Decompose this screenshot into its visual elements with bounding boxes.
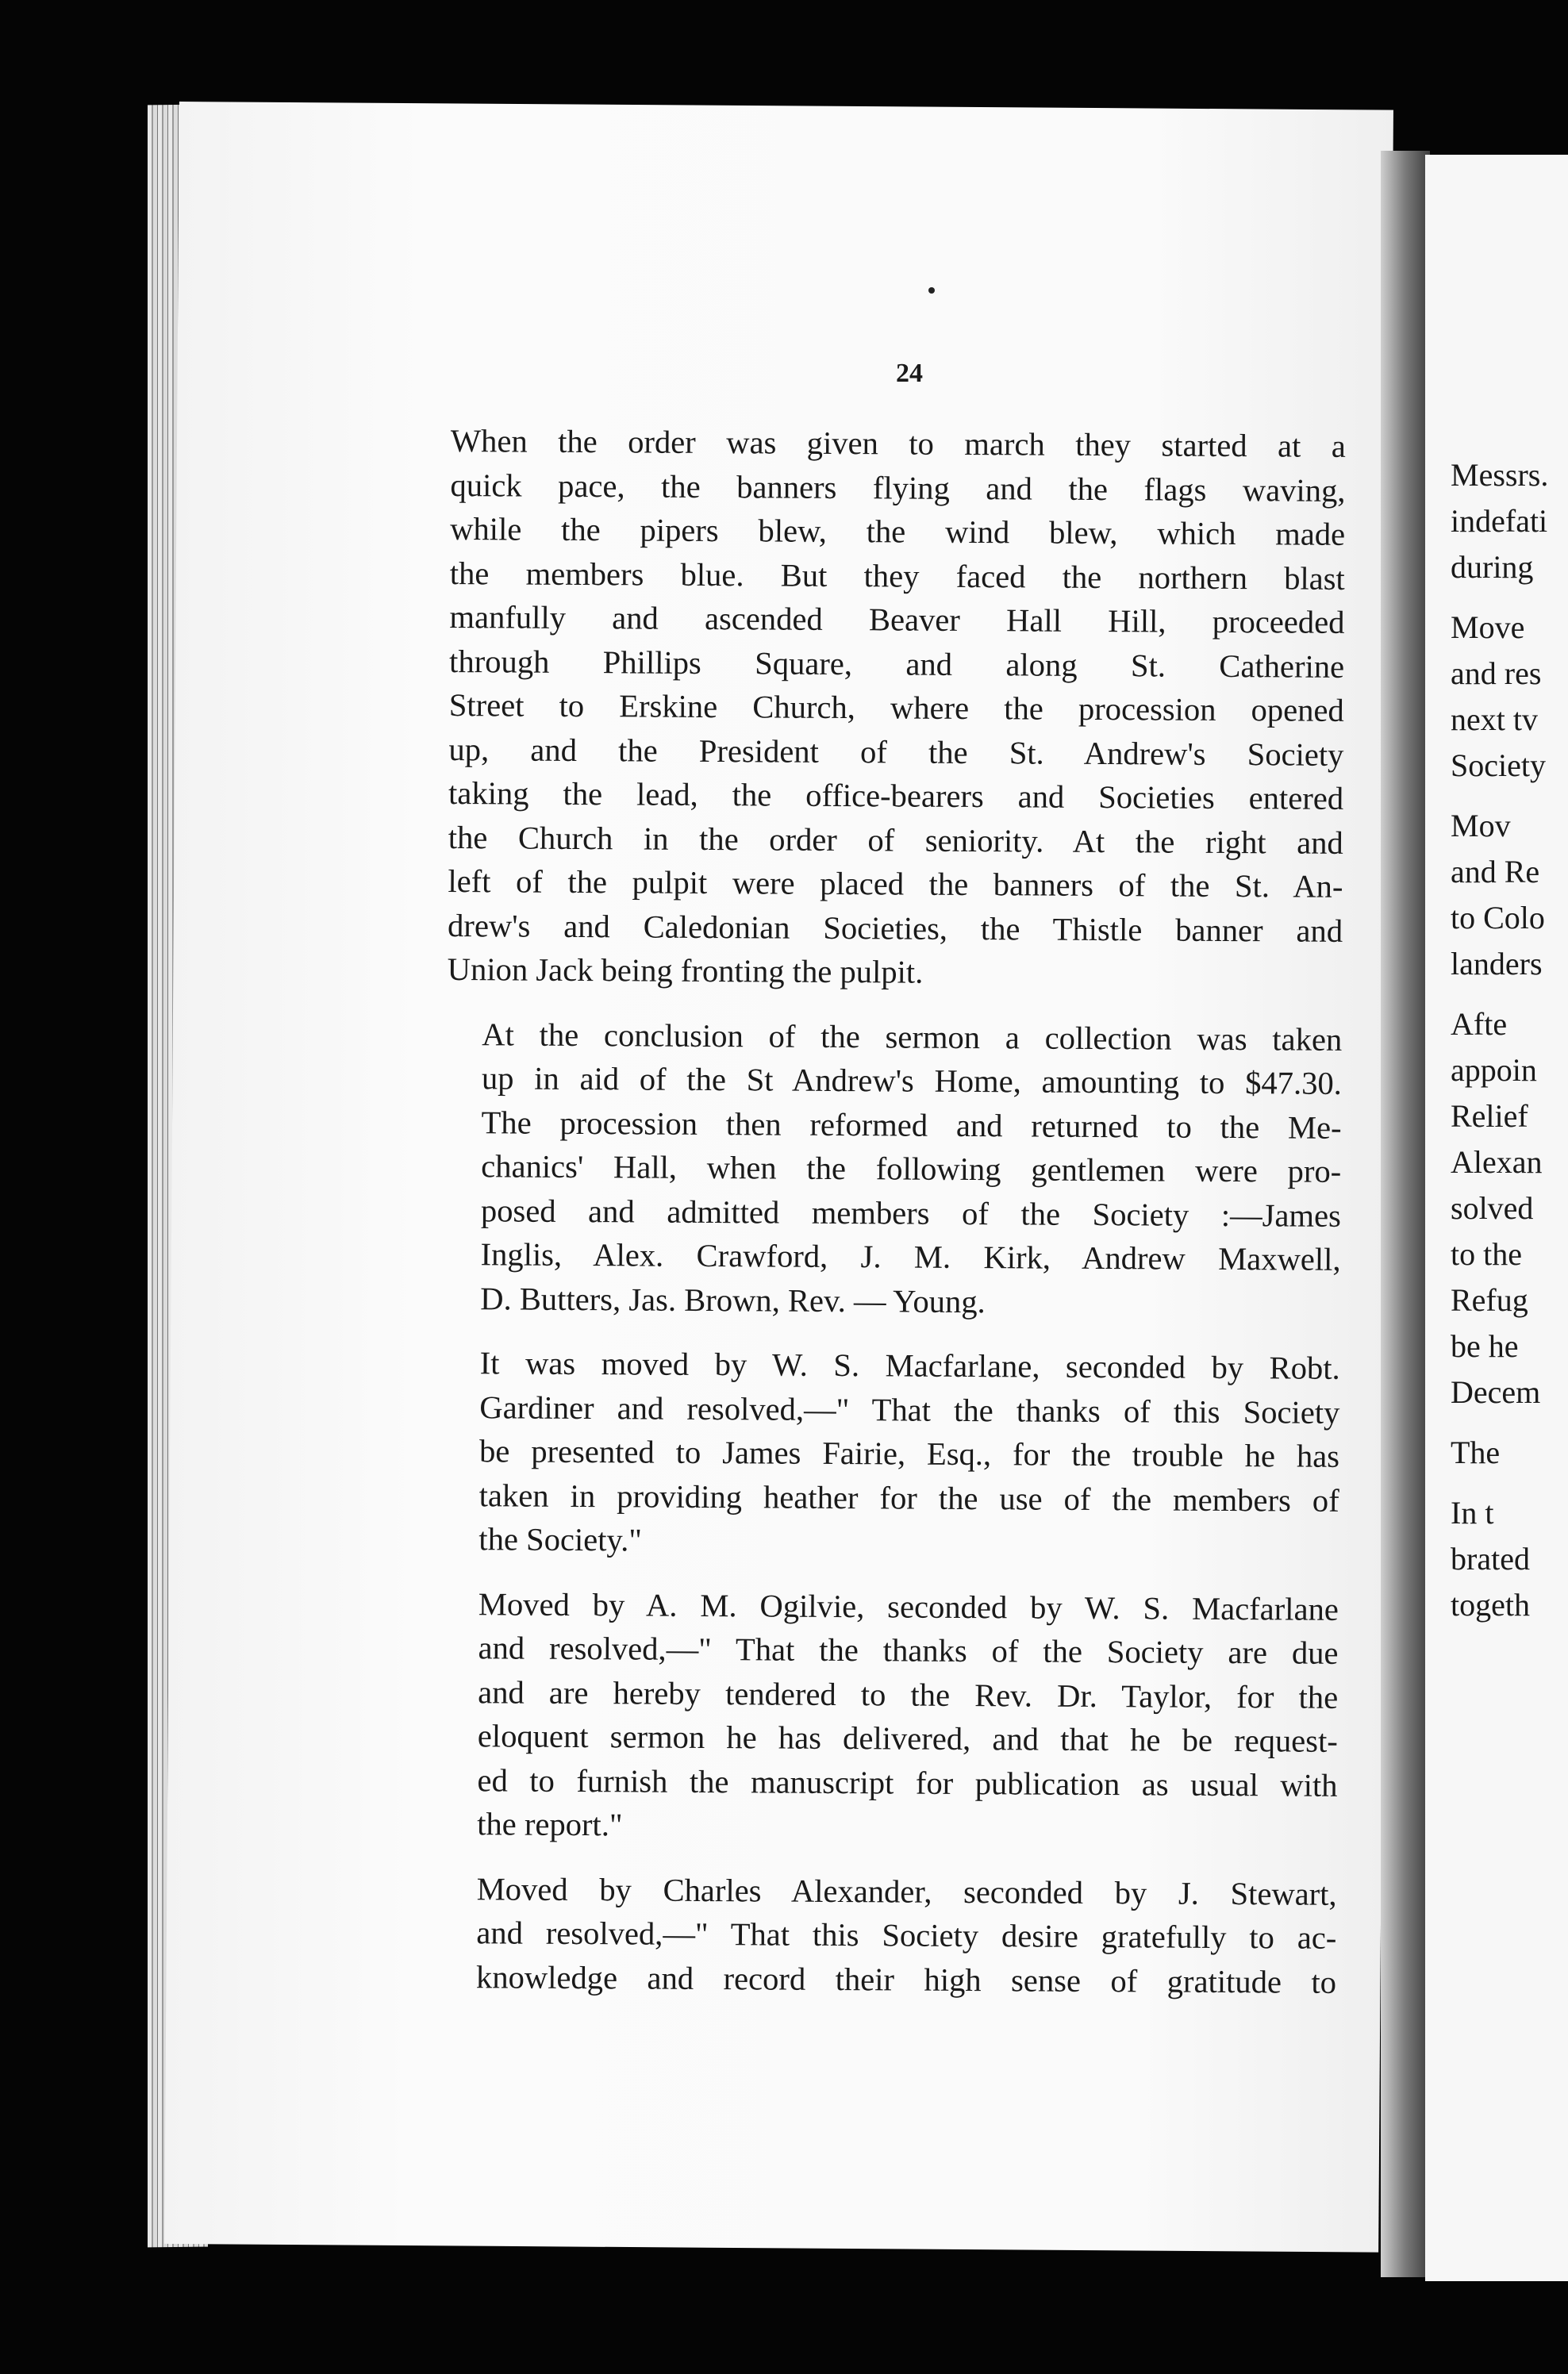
text-line: left of the pulpit were placed the banners of the St. An- [448,862,1343,905]
text-line: In t [1451,1495,1494,1531]
text-line: Move [1451,609,1525,645]
text-line: and resolved,—" That this Society desire gratefully to ac- [476,1915,1337,1956]
text-line: Union Jack being fronting the pulpit. [447,951,924,990]
text-line: the Church in the order of seniority. At the right and [448,819,1343,861]
text-line: indefati [1451,503,1548,539]
text-line: quick pace, the banners flying and the flags waving, [450,467,1346,509]
paragraph [442,1581,1339,1851]
paragraph [444,1341,1340,1566]
paragraph [448,419,1346,997]
text-line: knowledge and record their high sense of gratitude to [475,1958,1337,2000]
text-line: Relief [1451,1098,1528,1134]
text-line: The procession then reformed and returned to the Me- [481,1104,1342,1146]
book-gutter [1381,151,1430,2277]
text-line: Mov [1451,808,1511,843]
text-line: It was moved by W. S. Macfarlane, seconded by Robt. [479,1345,1340,1386]
text-line: up in aid of the St Andrew's Home, amounting to $47.30. [481,1060,1343,1101]
text-line: posed and admitted members of the Society :—James [480,1192,1342,1234]
text-line: brated [1451,1541,1530,1577]
facing-page-text [1451,452,1568,1628]
text-line: during [1451,549,1534,585]
text-line: the report." [477,1806,623,1843]
text-line: Refug [1451,1282,1528,1318]
text-line: up, and the President of the St. Andrew's Society [448,731,1344,773]
text-line: and res [1451,655,1542,691]
text-line: Messrs. [1451,457,1549,493]
text-line: next tv [1451,701,1538,737]
text-line: Afte [1451,1006,1508,1042]
text-line: to the [1451,1236,1522,1272]
text-line: The [1451,1435,1501,1470]
ink-speck [928,287,935,294]
text-line: togeth [1451,1587,1530,1623]
text-line: Inglis, Alex. Crawford, J. M. Kirk, Andrew Maxwell, [480,1236,1341,1277]
page-number: 24 [896,359,923,388]
text-line: drew's and Caledonian Societies, the Thistle banner and [447,907,1343,949]
text-line: through Phillips Square, and along St. Catherine [448,643,1345,685]
text-line: eloquent sermon he has delivered, and that he be request- [477,1718,1338,1759]
text-line: taking the lead, the office-bearers and Societies entered [448,774,1344,816]
text-line: while the pipers blew, the wind blew, which made [450,510,1346,552]
page-body [441,419,1346,2025]
text-line: and Re [1451,854,1540,889]
text-line: appoin [1451,1052,1537,1088]
text-line: be he [1451,1328,1519,1364]
paragraph [445,1012,1342,1325]
paragraph [441,1866,1337,2003]
text-line: Society [1451,747,1546,783]
text-line: Decem [1451,1374,1541,1410]
text-line: taken in providing heather for the use of the members of [478,1477,1339,1519]
text-line: solved [1451,1190,1534,1226]
text-line: be presented to James Fairie, Esq., for the trouble he has [478,1433,1340,1474]
text-line: D. Butters, Jas. Brown, Rev. — Young. [480,1280,986,1320]
text-line: chanics' Hall, when the following gentlemen were pro- [481,1148,1342,1189]
text-line: manfully and ascended Beaver Hall Hill, proceeded [449,598,1345,640]
text-line: to Colo [1451,900,1545,935]
text-line: Moved by A. M. Ogilvie, seconded by W. S. Macfarlane [478,1585,1339,1627]
text-line: Street to Erskine Church, where the procession opened [448,686,1344,728]
text-line: the members blue. But they faced the northern blast [449,555,1345,597]
text-line: Moved by Charles Alexander, seconded by J. Stewart, [476,1870,1337,1912]
text-line: and are hereby tendered to the Rev. Dr. Taylor, for the [478,1673,1339,1715]
text-line: Gardiner and resolved,—" That the thanks of this Society [479,1389,1340,1431]
text-line: and resolved,—" That the thanks of the Society are due [478,1630,1339,1671]
text-line: landers [1451,946,1543,981]
text-line: Alexan [1451,1144,1543,1180]
text-line: When the order was given to march they started at a [450,422,1346,464]
text-line: ed to furnish the manuscript for publication as usual with [477,1761,1338,1804]
text-line: the Society." [478,1521,643,1558]
text-line: At the conclusion of the sermon a collection was taken [482,1016,1343,1058]
